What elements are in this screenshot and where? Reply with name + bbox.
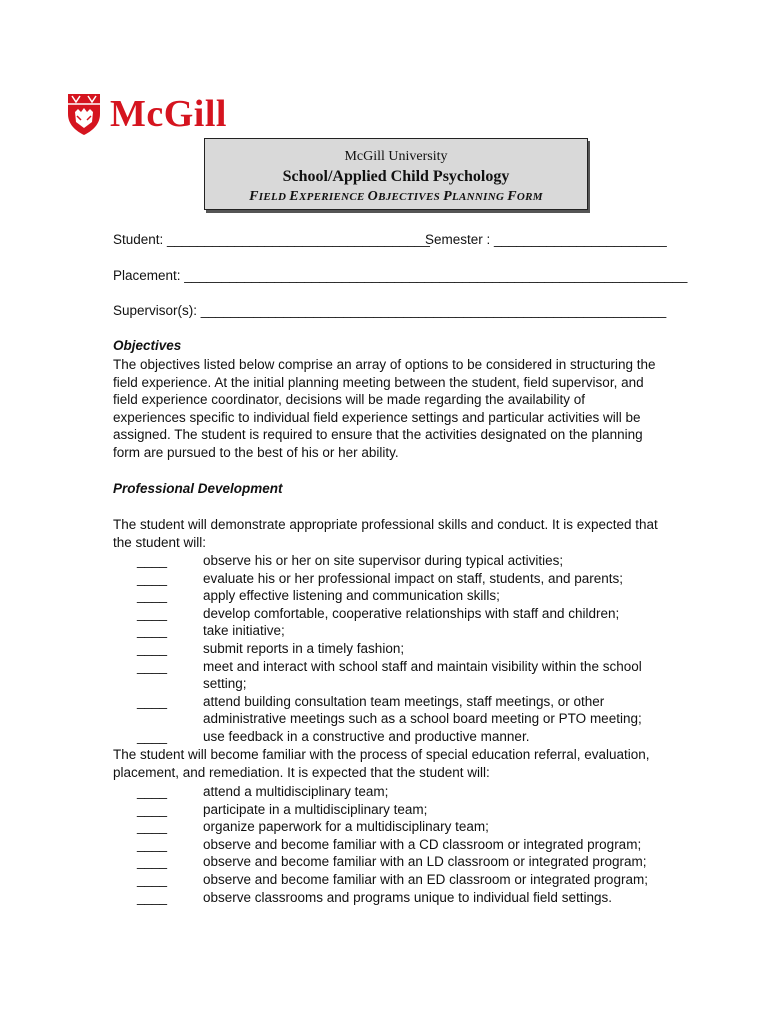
objectives-paragraph: The objectives listed below comprise an array of options to be considered in structuring the field experience. At the initial planning meeting between the student, field supervisor, and field experience coordinator, decisions will be made regarding the availability of experiences specific to individual field experience settings and particular activities will be assigned. The student is required to ensure that the activities designated on the planning form are pursued to the best of his or her ability. xyxy=(113,357,656,460)
university-name: McGill University xyxy=(344,149,448,164)
form-name: FIELD EXPERIENCE OBJECTIVES PLANNING FORM xyxy=(249,189,543,204)
list-item: ____ meet and interact with school staff and maintain visibility within the school setting; xyxy=(113,658,673,693)
semester-field[interactable]: Semester : _______________________ xyxy=(425,232,667,247)
list-item: ____ observe his or her on site supervisor during typical activities; xyxy=(113,552,673,570)
checkbox-blank[interactable]: ____ xyxy=(137,871,168,887)
checkbox-blank[interactable]: ____ xyxy=(137,693,168,709)
checkbox-blank[interactable]: ____ xyxy=(137,605,168,621)
checkbox-blank[interactable]: ____ xyxy=(137,623,168,639)
list-item: ____ observe and become familiar with a CD classroom or integrated program; xyxy=(113,836,673,854)
list-item: ____ evaluate his or her professional impact on staff, students, and parents; xyxy=(113,570,673,588)
list-item: ____ observe and become familiar with an ED classroom or integrated program; xyxy=(113,871,673,889)
checkbox-blank[interactable]: ____ xyxy=(137,570,168,586)
list-item: ____ develop comfortable, cooperative relationships with staff and children; xyxy=(113,605,673,623)
checkbox-blank[interactable]: ____ xyxy=(137,854,168,870)
checkbox-blank[interactable]: ____ xyxy=(137,889,168,905)
list-item: ____ take initiative; xyxy=(113,622,673,640)
logo-wordmark: McGill xyxy=(110,93,227,135)
supervisor-field[interactable]: Supervisor(s): ______________________________________________________________ xyxy=(113,303,667,318)
professional-intro: The student will demonstrate appropriate professional skills and conduct. It is expected that the student will: xyxy=(113,517,658,550)
placement-field[interactable]: Placement: ___________________________________________________________________ xyxy=(113,268,688,283)
list-item: ____ organize paperwork for a multidisciplinary team; xyxy=(113,818,673,836)
checkbox-blank[interactable]: ____ xyxy=(137,819,168,835)
list-item: ____ participate in a multidisciplinary team; xyxy=(113,801,673,819)
list-item: ____ attend a multidisciplinary team; xyxy=(113,783,673,801)
checkbox-blank[interactable]: ____ xyxy=(137,728,168,744)
list-item: ____ observe classrooms and programs unique to individual field settings. xyxy=(113,889,673,907)
student-field[interactable]: Student: ___________________________________ xyxy=(113,232,430,247)
checkbox-blank[interactable]: ____ xyxy=(137,836,168,852)
program-name: School/Applied Child Psychology xyxy=(282,168,510,185)
special-ed-intro: The student will become familiar with the process of special education referral, evaluation, placement, and remediation. It is expected that the student will: xyxy=(113,747,650,780)
checkbox-blank[interactable]: ____ xyxy=(137,588,168,604)
mcgill-logo xyxy=(66,92,227,136)
list-item: ____ observe and become familiar with an LD classroom or integrated program; xyxy=(113,853,673,871)
checkbox-blank[interactable]: ____ xyxy=(137,640,168,656)
list-item: ____ use feedback in a constructive and productive manner. xyxy=(113,728,673,746)
checkbox-blank[interactable]: ____ xyxy=(137,553,168,568)
checkbox-blank[interactable]: ____ xyxy=(137,658,168,674)
professional-checklist xyxy=(113,552,673,746)
professional-development-heading: Professional Development xyxy=(113,481,283,496)
list-item: ____ submit reports in a timely fashion; xyxy=(113,640,673,658)
checkbox-blank[interactable]: ____ xyxy=(137,784,168,799)
checkbox-blank[interactable]: ____ xyxy=(137,801,168,817)
list-item: ____ attend building consultation team meetings, staff meetings, or other administrative meetings such as a school board meeting or PTO meeting; xyxy=(113,693,673,728)
list-item: ____ apply effective listening and communication skills; xyxy=(113,587,673,605)
crest-icon xyxy=(66,92,102,136)
objectives-heading: Objectives xyxy=(113,338,182,353)
form-title-box xyxy=(204,138,588,210)
special-ed-checklist xyxy=(113,783,673,906)
